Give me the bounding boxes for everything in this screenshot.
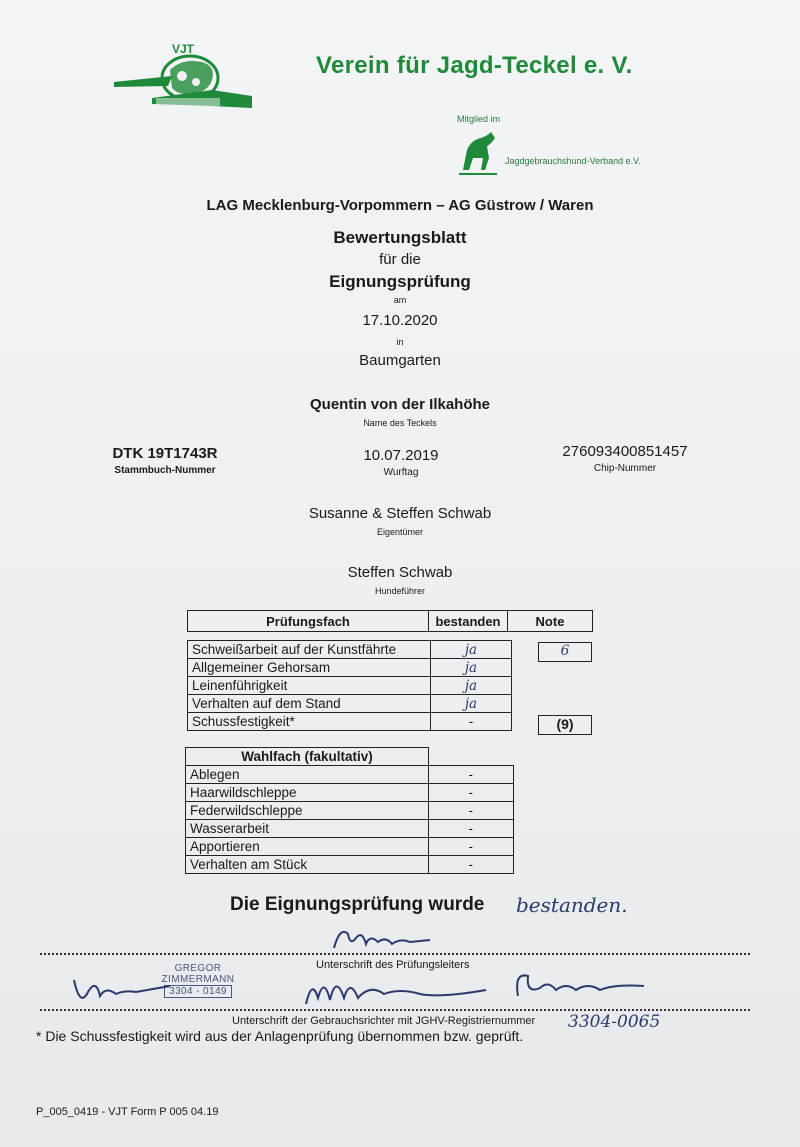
- grade-box-schweiss: 6: [538, 642, 592, 662]
- stammbuch-label: Stammbuch-Nummer: [114, 465, 216, 476]
- member-label: Mitglied im: [457, 114, 501, 124]
- owner-name: Susanne & Steffen Schwab: [308, 505, 492, 522]
- wurftag-block: [296, 447, 506, 478]
- title-in: in: [396, 337, 404, 347]
- wurftag-value: 10.07.2019: [363, 447, 439, 464]
- subject-cell: Apportieren: [186, 838, 429, 856]
- subject-cell: Wasserarbeit: [186, 820, 429, 838]
- exam-place: Baumgarten: [359, 352, 441, 369]
- subject-cell: Haarwildschleppe: [186, 784, 429, 802]
- subject-cell: Verhalten auf dem Stand: [188, 695, 431, 713]
- dog-name: Quentin von der Ilkahöhe: [309, 396, 491, 413]
- result-cell: ja: [431, 641, 512, 659]
- subject-cell: Federwildschleppe: [186, 802, 429, 820]
- club-title: Verein für Jagd-Teckel e. V.: [316, 52, 633, 79]
- grade-box-schuss: (9): [538, 715, 592, 735]
- table-row: [186, 820, 514, 838]
- judges-signature-label: Unterschrift der Gebrauchsrichter mit JGHV-Registriernummer: [232, 1015, 536, 1027]
- header-subject: Prüfungsfach: [188, 611, 429, 632]
- jgv-horse-logo: [457, 130, 499, 178]
- title-line3: Eignungsprüfung: [329, 272, 471, 291]
- leader-signature: [330, 924, 470, 961]
- result-cell: -: [429, 766, 514, 784]
- leader-signature-line: [40, 953, 750, 955]
- result-cell: ja: [431, 659, 512, 677]
- result-cell: -: [429, 820, 514, 838]
- stamp-line2: ZIMMERMANN: [161, 974, 235, 985]
- judge-signature-3: [510, 966, 650, 1011]
- main-table-header: [187, 610, 593, 632]
- result-cell: ja: [431, 677, 512, 695]
- subject-cell: Schweißarbeit auf der Kunstfährte: [188, 641, 431, 659]
- judge-signature-2: [300, 968, 490, 1015]
- judge-reg-number: 3304-0065: [568, 1012, 661, 1032]
- form-footer: P_005_0419 - VJT Form P 005 04.19: [36, 1106, 219, 1118]
- footnote: * Die Schussfestigkeit wird aus der Anlagenprüfung übernommen bzw. geprüft.: [36, 1028, 524, 1044]
- title-am: am: [393, 295, 407, 305]
- title-line1: Bewertungsblatt: [333, 228, 467, 247]
- table-row: [188, 641, 512, 659]
- stamp-line3: 3304 - 0149: [164, 985, 232, 998]
- result-cell: ja: [431, 695, 512, 713]
- exam-date: 17.10.2020: [362, 312, 438, 329]
- table-row: [188, 677, 512, 695]
- vjt-logo: [112, 40, 260, 115]
- table-row: [186, 856, 514, 874]
- chip-label: Chip-Nummer: [593, 463, 657, 474]
- stammbuch-block: [60, 445, 270, 476]
- optional-header: Wahlfach (fakultativ): [186, 748, 429, 766]
- dog-name-label: Name des Teckels: [363, 418, 437, 428]
- conclusion-text: Die Eignungsprüfung wurde: [230, 894, 485, 915]
- jgv-label: Jagdgebrauchshund-Verband e.V.: [505, 156, 641, 166]
- wurftag-label: Wurftag: [383, 467, 419, 478]
- table-row: [188, 659, 512, 677]
- subject-cell: Schussfestigkeit*: [188, 713, 431, 731]
- vjt-logo-text: VJT: [172, 42, 195, 56]
- table-row: [186, 766, 514, 784]
- table-row: [186, 838, 514, 856]
- result-cell: -: [429, 856, 514, 874]
- judges-signature-line: [40, 1009, 750, 1011]
- subject-cell: Ablegen: [186, 766, 429, 784]
- main-table: [187, 640, 512, 731]
- subject-cell: Verhalten am Stück: [186, 856, 429, 874]
- header-passed: bestanden: [429, 611, 508, 632]
- header-grade: Note: [508, 611, 593, 632]
- owner-label: Eigentümer: [376, 527, 424, 537]
- table-row: [186, 784, 514, 802]
- handler-name: Steffen Schwab: [347, 564, 453, 581]
- optional-table: [185, 747, 514, 874]
- subject-cell: Allgemeiner Gehorsam: [188, 659, 431, 677]
- table-row: [186, 802, 514, 820]
- subject-cell: Leinenführigkeit: [188, 677, 431, 695]
- conclusion-handwritten: bestanden.: [516, 893, 628, 917]
- title-line2: für die: [379, 251, 421, 268]
- handler-label: Hundeführer: [374, 586, 426, 596]
- result-cell: -: [431, 713, 512, 731]
- lag-line: LAG Mecklenburg-Vorpommern – AG Güstrow / Waren: [206, 197, 594, 214]
- result-cell: -: [429, 802, 514, 820]
- result-cell: -: [429, 838, 514, 856]
- result-cell: -: [429, 784, 514, 802]
- table-row: [188, 713, 512, 731]
- chip-block: [520, 443, 730, 474]
- stammbuch-number: DTK 19T1743R: [112, 445, 218, 462]
- table-row: [188, 695, 512, 713]
- stamp-line1: GREGOR: [174, 963, 222, 974]
- leader-signature-label: Unterschrift des Prüfungsleiters: [316, 959, 470, 971]
- chip-number: 276093400851457: [562, 443, 688, 460]
